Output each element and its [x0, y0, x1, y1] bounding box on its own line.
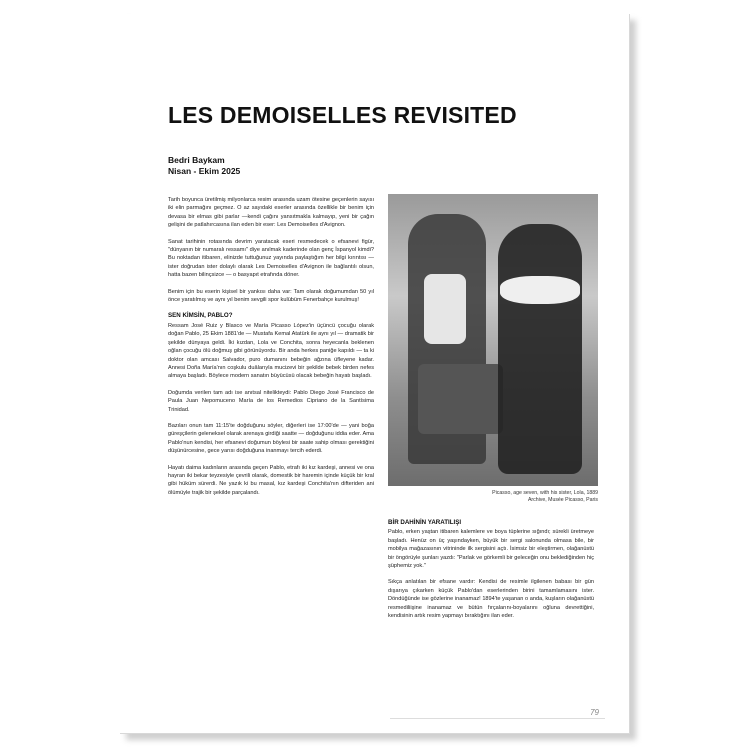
- magazine-page: [120, 14, 630, 734]
- author-name: Bedri Baykam: [168, 155, 225, 165]
- photo-girl-collar: [500, 276, 580, 304]
- paragraph-1: Tarih boyunca üretilmiş milyonlarca resim arasında uzam ötesine geçenlerin sayısı iki elin parmağını geçmez. O az sayıdaki eserler arasında özellikle bir benim için devasa bir elmas gibi parlar —kendi çağını yansıtmakla kalmayıp, yeni bir çağın gelişini de patlahırcasına ilan eden bir eser: Les Demoiselles d'Avignon.: [168, 197, 374, 229]
- publication-date: Nisan - Ekim 2025: [168, 166, 241, 176]
- paragraph-8: Pablo, erken yaştan itibaren kalemlere ve boya tüplerine sığındı; sürekli üretmeye başladı. Henüz on üç yaşındayken, büyük bir sergi salonunda olmasa bile, bir mobilya mağazasının vitrininde ilk sergisini açtı. İsimsiz bir eleştirmen, olağanüstü bir öngörüyle şunları yazdı: "Parlak ve görkemli bir geleceğin onu beklediğinden hiç şüphemiz yok.": [388, 529, 594, 570]
- archival-photo: [388, 194, 598, 486]
- left-column: [168, 196, 374, 505]
- photo-chair: [418, 364, 503, 434]
- section-heading-who-are-you: SEN KİMSİN, PABLO?: [168, 312, 233, 320]
- photo-boy-shirt: [424, 274, 466, 344]
- paragraph-5: Doğumda verilen tam adı ise anıtsal nitelikteydi: Pablo Diego José Francisco de Paula Juan Nepomuceno María de los Remedios Cipriano de la Santísima Trinidad.: [168, 389, 374, 413]
- paragraph-7: Hayatı daima kadınların arasında geçen Pablo, etrafı iki kız kardeşi, annesi ve ona hayran iki bekar teyzesiyle çevrili olarak, domestik bir haremin içinde küçük bir kral gibi hüküm sürerdi. Ne yazık ki bu masal, kız kardeşi Conchita'nın difteriden ani ölümüyle trajik bir şekilde parçalandı.: [168, 464, 374, 496]
- right-column: [388, 519, 594, 628]
- paragraph-9: Sıkça anlatılan bir efsane vardır: Kendisi de resimle ilgilenen babası bir gün dışarıya çıkarken küçük Pablo'dan eserlerinden birini tamamlamasını ister. Döndüğünde ise gözlerine inanamaz! 1894'te yaşanan o anda, kuşların olağanüstü resmediliişine inanamaz ve bütün fırçalarını-boyalarını oğluna devrettiğini, kendisinin artık resim yapmayı bıraktığını ilan eder.: [388, 579, 594, 620]
- footer-rule: [390, 718, 605, 719]
- byline: [168, 155, 240, 177]
- paragraph-4: Ressam José Ruiz y Blasco ve María Picasso López'in üçüncü çocuğu olarak doğan Pablo, 25 Ekim 1881'de — Mustafa Kemal Atatürk ile aynı yıl — dramatik bir şekilde dünyaya geldi. İki kızdan, Lola ve Conchita, sonra heyecanla beklenen oğlan çocuğu ölü doğmuş gibi görünüyordu. Bir anda herkes paniğe kapıldı — ta ki doktor olan amcası Salvador, puro dumanını bebeğin ağzına üfleyene kadar. Annesi Doña María'nın coşkulu duâlarıyla mucizevi bir şekilde bebek birden nefes almaya başladı. Böylece modern sanatın büyücüsü olacak bebeğin hayatı başladı.: [168, 322, 374, 380]
- photo-girl-figure: [498, 224, 582, 474]
- paragraph-3: Benim için bu eserin kişisel bir yankısı daha var: Tam olarak doğumumdan 50 yıl önce yaratılmış ve aynı yıl benim sevgili spor kulübüm Fenerbahçe kurulmuş!: [168, 288, 374, 304]
- caption-line-1: Picasso, age seven, with his sister, Lola, 1889: [492, 490, 598, 496]
- paragraph-2: Sanat tarihinin rotasında devrim yaratacak eseri resmedecek o efsanevi figür, "dünyanın bir numaralı ressamı" diye anılmak kaderinde olan genç İspanyol kimdi? Bu noktadan itibaren, elinizde tuttuğunuz yayında paylaştığım her bilgi kırıntısı — ister doğrudan ister dolaylı olarak Les Demoiselles d'Avignon ile bağlantılı olsun, hatta bazen bilinçsizce — o basyapıt etrafında döner.: [168, 238, 374, 279]
- article-title: LES DEMOISELLES REVISITED: [168, 102, 517, 128]
- caption-line-2: Archive, Musée Picasso, Paris: [527, 497, 598, 503]
- paragraph-6: Bazıları onun tam 11:15'te doğduğunu söyler, diğerleri ise 17:00'de — yani boğa güreşçilerin geleneksel olarak arenaya girdiği saatte — doğduğunu iddia eder. Ama Pablo'nun kendisi, her efsanevi doğumun böylesi bir saate sahip olması gerektiğini düşünürcesine, gece yarısı doğduğuna inanmayı tercih ederdi.: [168, 422, 374, 455]
- page-number: 79: [590, 708, 599, 717]
- photo-caption: [388, 490, 598, 504]
- section-heading-genius: BİR DAHİNİN YARATILIŞI: [388, 519, 462, 526]
